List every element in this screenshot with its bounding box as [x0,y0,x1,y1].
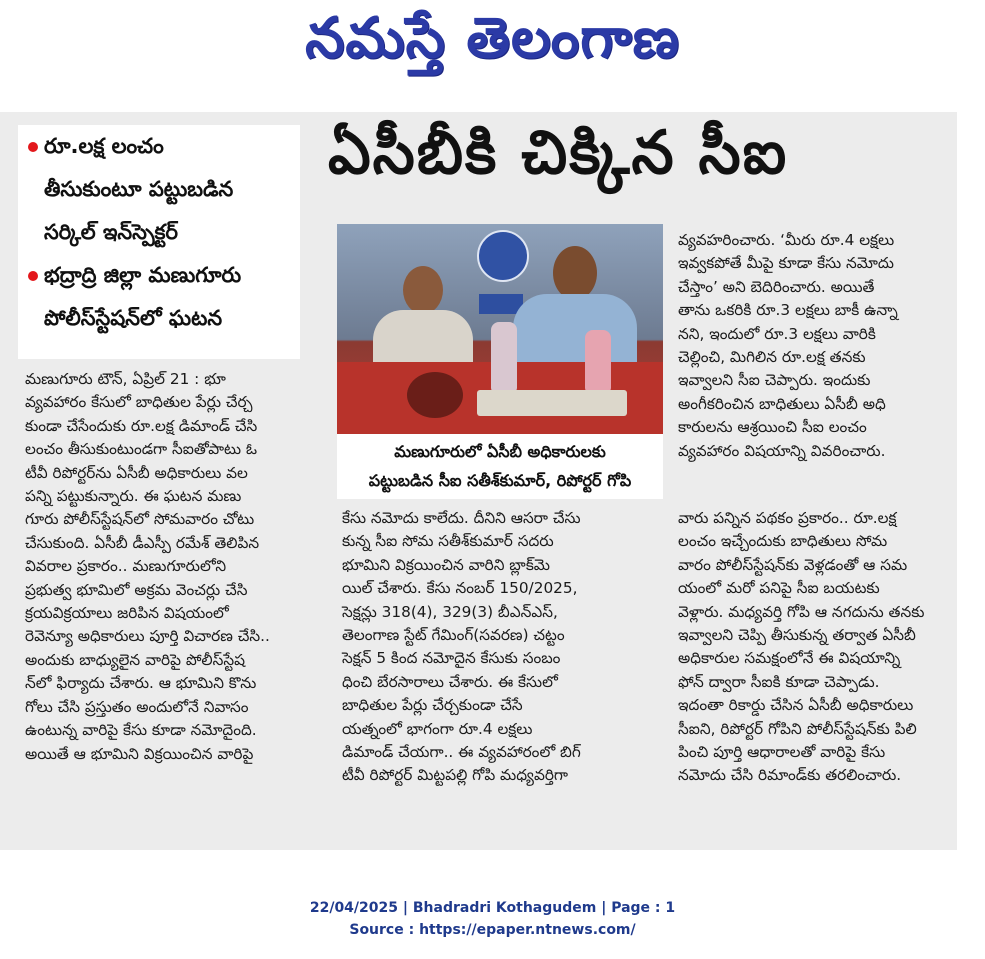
article-line: ఉంటున్న వారిపై కేసు కూడా నమోదైంది. [25,721,257,740]
cash-bundle [477,390,627,416]
article-line: కుండా చేసేందుకు రూ.లక్ష డిమాండ్ చేసి [25,416,258,435]
article-line: క్రయవిక్రయాలు జరిపిన విషయంలో [25,604,229,623]
article-line: లంచం తీసుకుంటుండగా సీఐతోపాటు ఓ [25,440,258,459]
article-column-2 [342,507,634,788]
article-line: పన్ని పట్టుకున్నారు. ఈ ఘటన మణు [25,487,242,506]
highlight-item [18,125,300,254]
article-line: వెళ్లారు. మధ్యవర్తి గోపి ఆ నగదును తనకు [678,602,925,621]
newspaper-logo: నమస్తే తెలంగాణ [305,6,680,71]
article-line: కున్న సీఐ సోమ సతీశ్‌కుమార్ సదరు [342,532,554,551]
article-line: ఇవ్వకపోతే మీపై కూడా కేసు నమోదు [678,254,894,273]
table-pot [407,372,463,418]
article-line: అందుకు బాధ్యులైన వారిపై పోలీస్‌స్టేష [25,650,246,669]
bottle-icon [491,322,517,392]
bullet-dot-icon [28,271,38,281]
article-line: డిమాండ్ చేయగా.. ఈ వ్యవహారంలో బిగ్ [342,743,581,762]
article-line: రెవెన్యూ అధికారులు పూర్తి విచారణ చేసి.. [25,627,270,646]
article-line: బాధితుల పేర్లు చేర్చకుండా చేసే [342,696,523,715]
article-line: యిల్ చేశారు. కేసు నంబర్ 150/2025, [342,579,578,598]
highlight-line: పోలీస్‌స్టేషన్‌లో ఘటన [44,306,223,330]
article-line: నమోదు చేసి రిమాండ్‌కు తరలించారు. [678,766,902,785]
highlight-line: తీసుకుంటూ పట్టుబడిన [44,177,234,201]
person-ci [513,246,633,378]
highlights-box [18,125,300,359]
article-line: అయితే ఆ భూమిని విక్రయించిన వారిపై [25,744,254,763]
article-line: చెల్లించి, మిగిలిన రూ.లక్ష తనకు [678,348,866,367]
article-line: పించి పూర్తి ఆధారాలతో వారిపై కేసు [678,743,886,762]
article-line: వ్యవహారం కేసులో బాధితుల పేర్లు చేర్చ [25,393,253,412]
article-line: లంచం ఇచ్చేందుకు బాధితులు సోమ [678,532,888,551]
article-line: సెక్షన్లు 318(4), 329(3) బీఎన్ఎస్, [342,602,558,621]
article-column-3-top [678,229,936,463]
footer-source-line: Source : https://epaper.ntnews.com/ [349,922,636,938]
bottle-icon [585,330,611,392]
bullet-dot-icon [28,142,38,152]
article-line: టీవీ రిపోర్టర్ మిట్టపల్లి గోపి మధ్యవర్తిగా [342,766,568,785]
article-line: తాను ఒకరికి రూ.3 లక్షలు బాకీ ఉన్నా [678,301,898,320]
article-line: యత్నంలో భాగంగా రూ.4 లక్షలు [342,719,533,738]
article-line: వారం పోలీస్‌స్టేషన్‌కు వెళ్లడంతో ఆ సమ [678,555,908,574]
article-line: చేసుకుంది. ఏసీబీ డీఎస్పీ రమేశ్ తెలిపిన [25,533,260,552]
article-line: చేస్తాం’ అని బెదిరించారు. అయితే [678,277,875,296]
article-line: టీవీ రిపోర్టర్‌ను ఏసీబీ అధికారులు వల [25,463,248,482]
article-line: గూరు పోలీస్‌స్టేషన్‌లో సోమవారం చోటు [25,510,255,529]
article-line: వ్యవహరించారు. ‘మీరు రూ.4 లక్షలు [678,231,895,249]
news-photo [337,224,663,434]
page-footer [0,897,985,941]
article-line: అంగీకరించిన బాధితులు ఏసీబీ అధి [678,394,886,413]
caption-line: పట్టుబడిన సీఐ సతీశ్‌కుమార్, రిపోర్టర్ గోపి [368,471,632,490]
photo-caption [337,434,663,499]
article-line: ఇవ్వాలని చెప్పి తీసుకున్న తర్వాత ఏసీబీ [678,626,916,645]
article-line: కేసు నమోదు కాలేదు. దీనిని ఆసరా చేసు [342,509,581,527]
article-line: వారు పన్నిన పథకం ప్రకారం.. రూ.లక్ష [678,509,897,527]
article-line: ప్రభుత్వ భూమిలో అక్రమ వెంచర్లు చేసి [25,580,248,599]
article-column-3-bottom [678,507,936,788]
person-reporter [367,266,477,376]
article-line: సీఐని, రిపోర్టర్ గోపిని పోలీస్‌స్టేషన్‌కు పిలి [678,719,917,738]
article-line: తెలంగాణ స్టేట్ గేమింగ్(సవరణ) చట్టం [342,626,565,645]
article-line: సెక్షన్ 5 కింద నమోదైన కేసుకు సంబం [342,649,561,668]
article-line: వివరాల ప్రకారం.. మణుగూరులోని [25,557,227,576]
article-line: ధించి బేరసారాలు చేశారు. ఈ కేసులో [342,672,558,691]
highlight-item [18,254,300,340]
article-line: అధికారుల సమక్షంలోనే ఈ విషయాన్ని [678,649,901,668]
highlight-line: సర్కిల్ ఇన్‌స్పెక్టర్ [44,220,178,244]
article-line: ఇవ్వాలని సీఐ చెప్పారు. ఇందుకు [678,371,871,390]
caption-line: మణుగూరులో ఏసీబీ అధికారులకు [394,442,606,461]
highlight-line: భద్రాద్రి జిల్లా మణుగూరు [44,263,242,287]
article-line: గోలు చేసి ప్రస్తుతం అందులోనే నివాసం [25,697,249,716]
article-line: ఇదంతా రికార్డు చేసిన ఏసీబీ అధికారులు [678,696,914,715]
footer-date-line: 22/04/2025 | Bhadradri Kothagudem | Page : 1 [309,900,676,916]
article-line: ఫోన్ ద్వారా సీఐకి కూడా చెప్పాడు. [678,672,880,691]
article-line: మణుగూరు టౌన్, ఏప్రిల్ 21 : భూ [25,370,226,388]
headline: ఏసీబీకి చిక్కిన సీఐ [328,118,789,188]
masthead [0,0,985,95]
article-line: యంలో మరో పనిపై సీఐ బయటకు [678,579,880,598]
article-line: భూమిని విక్రయించిన వారిని బ్లాక్‌మె [342,555,550,574]
article-column-1 [25,368,311,766]
highlight-line: రూ.లక్ష లంచం [44,134,164,158]
article-line: న్‌లో ఫిర్యాదు చేశారు. ఆ భూమిని కొను [25,674,257,693]
article-line: వ్యవహారం విషయాన్ని వివరించారు. [678,441,886,460]
article-line: నని, ఇందులో రూ.3 లక్షలు వారికి [678,324,876,343]
article-line: కారులను ఆశ్రయించి సీఐ లంచం [678,418,867,437]
